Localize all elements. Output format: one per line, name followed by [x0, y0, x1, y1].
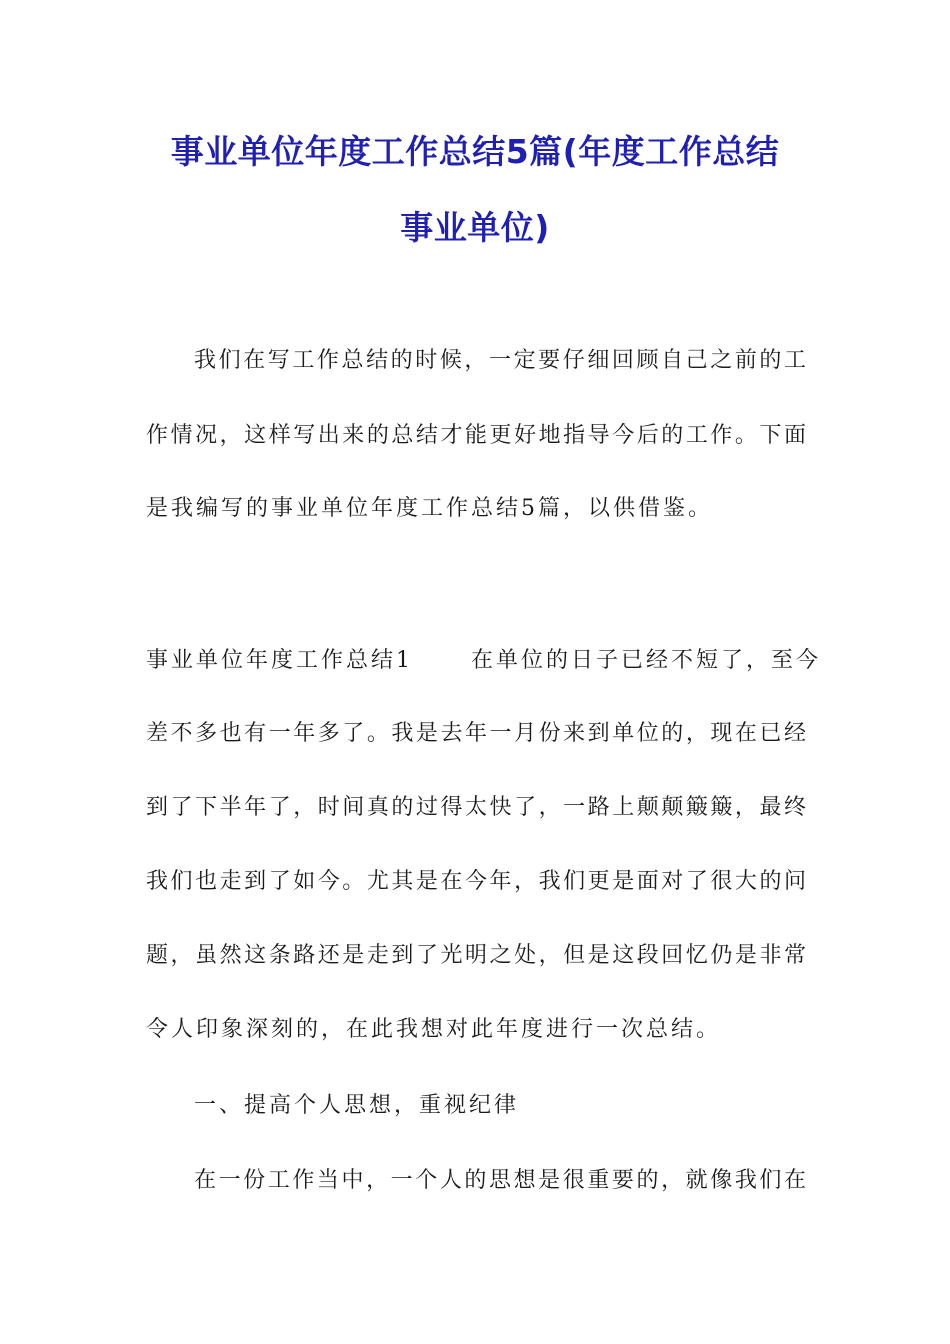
document-title-line-1: 事业单位年度工作总结5篇(年度工作总结 — [170, 132, 780, 171]
section1-heading: 事业单位年度工作总结1 — [146, 648, 413, 673]
intro-line-2: 作情况，这样写出来的总结才能更好地指导今后的工作。下面 — [146, 423, 806, 448]
section1-line-5: 题，虽然这条路还是走到了光明之处，但是这段回忆仍是非常 — [146, 943, 806, 968]
section1-line-2: 差不多也有一年多了。我是去年一月份来到单位的，现在已经 — [146, 721, 806, 746]
section1-paragraph-start: 在一份工作当中，一个人的思想是很重要的，就像我们在 — [194, 1168, 806, 1193]
section1-first-line-text: 在单位的日子已经不短了，至今 — [471, 648, 822, 673]
section1-subheading: 一、提高个人思想，重视纪律 — [194, 1093, 520, 1118]
section1-line-6: 令人印象深刻的，在此我想对此年度进行一次总结。 — [146, 1017, 722, 1042]
section1-line-3: 到了下半年了，时间真的过得太快了，一路上颠颠簸簸，最终 — [146, 795, 806, 820]
section1-line-4: 我们也走到了如今。尤其是在今年，我们更是面对了很大的问 — [146, 869, 806, 894]
section1-first-line — [146, 646, 822, 676]
intro-line-3: 是我编写的事业单位年度工作总结5篇，以供借鉴。 — [146, 496, 713, 521]
document-title-line-2: 事业单位) — [400, 208, 550, 247]
intro-line-1: 我们在写工作总结的时候，一定要仔细回顾自己之前的工 — [194, 348, 806, 373]
